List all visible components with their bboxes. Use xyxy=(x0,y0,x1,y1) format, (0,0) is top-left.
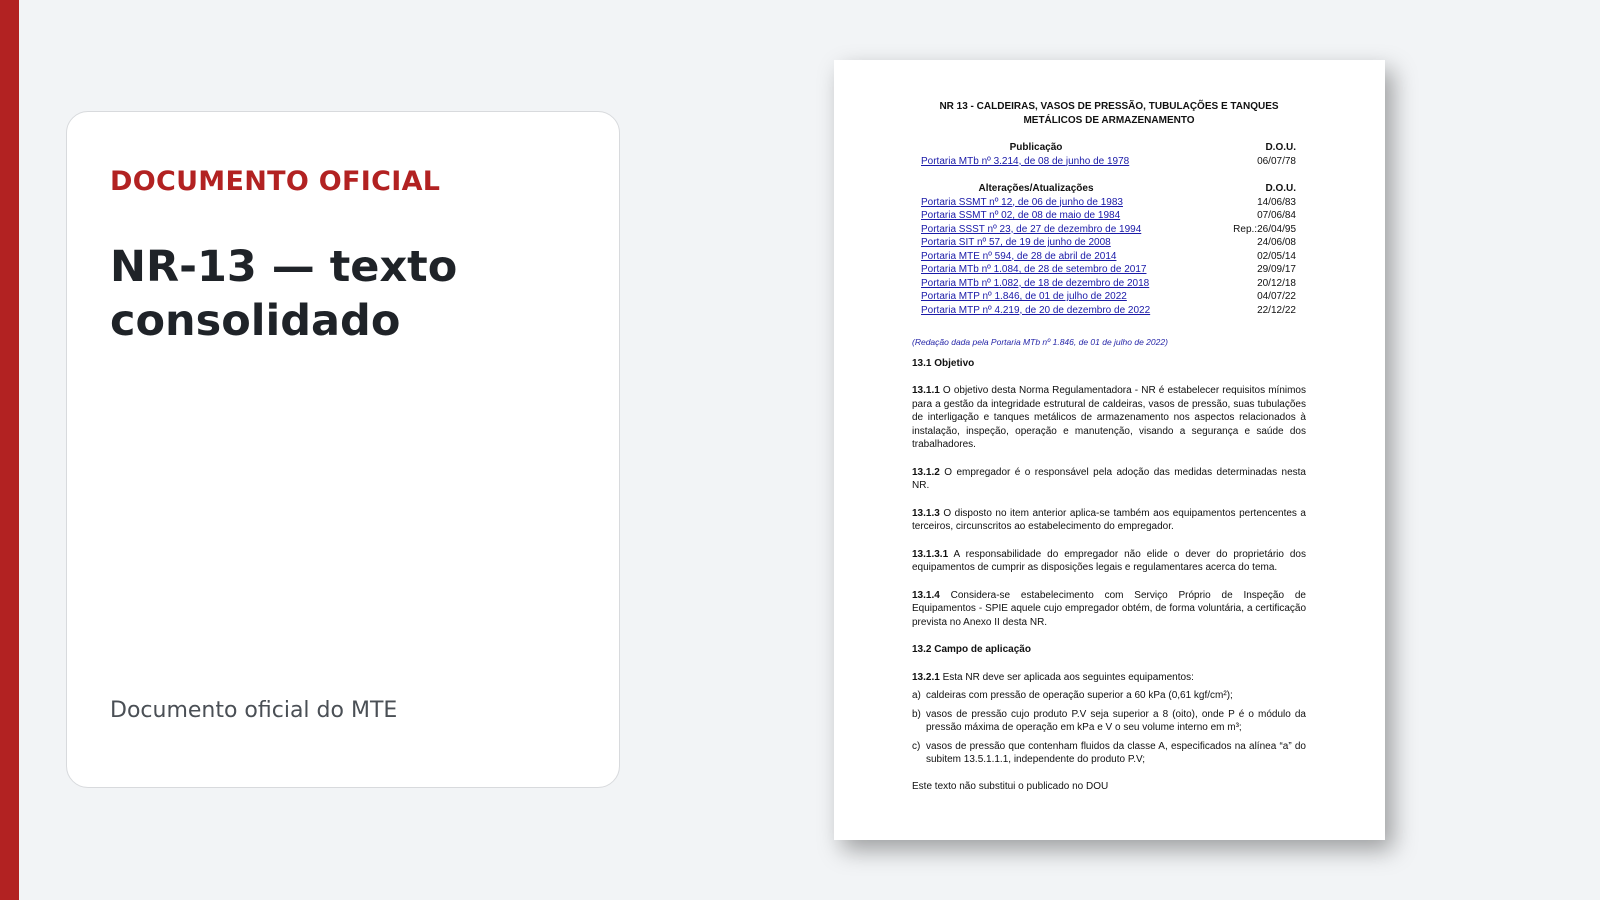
document-body xyxy=(912,100,1306,767)
paragraph-number: 13.1.3.1 xyxy=(912,548,949,560)
paragraph-text: Considera-se estabelecimento com Serviço Próprio de Inspeção de Equipamentos - SPIE aquele cujo empregador obtém, de forma voluntária, a certificação prevista no Anexo II desta NR. xyxy=(912,589,1306,628)
amendment-link[interactable]: Portaria MTb nº 1.084, de 28 de setembro de 2017 xyxy=(921,264,1147,275)
paragraph xyxy=(912,671,1306,685)
section-title: 13.2 Campo de aplicação xyxy=(912,644,1031,655)
amendment-date: 20/12/18 xyxy=(1257,277,1296,289)
amendment-date: 07/06/84 xyxy=(1257,210,1296,221)
list-marker: c) xyxy=(912,740,921,752)
amendment-date: 29/09/17 xyxy=(1257,264,1296,275)
publication-date: 06/07/78 xyxy=(1257,155,1296,167)
publication-header: Publicação xyxy=(1009,142,1063,153)
list-text: caldeiras com pressão de operação superior a 60 kPa (0,61 kgf/cm²); xyxy=(926,690,1233,701)
amendment-row xyxy=(921,250,1296,264)
paragraph-text: O disposto no item anterior aplica-se também aos equipamentos pertencentes a terceiros, circunscritos ao estabelecimento do empregador. xyxy=(912,507,1306,532)
document-page xyxy=(834,60,1385,840)
paragraph xyxy=(912,548,1306,575)
amendment-row xyxy=(921,263,1296,277)
document-footer-note: Este texto não substitui o publicado no DOU xyxy=(912,781,1109,792)
amendment-link[interactable]: Portaria MTP nº 4.219, de 20 de dezembro de 2022 xyxy=(921,304,1151,316)
amendment-link[interactable]: Portaria MTb nº 1.082, de 18 de dezembro de 2018 xyxy=(921,277,1150,289)
dou-header: D.O.U. xyxy=(1265,183,1296,194)
amendment-date: 22/12/22 xyxy=(1257,304,1296,316)
paragraph xyxy=(912,507,1306,534)
card-eyebrow: DOCUMENTO OFICIAL xyxy=(110,166,441,197)
publication-row xyxy=(921,155,1296,169)
paragraph-number: 13.1.1 xyxy=(912,385,940,396)
publication-table xyxy=(921,141,1296,317)
paragraph-number: 13.1.4 xyxy=(912,589,940,601)
amendment-date: Rep.:26/04/95 xyxy=(1233,223,1296,235)
paragraph xyxy=(912,589,1306,630)
amendment-date: 02/05/14 xyxy=(1257,250,1296,262)
list-item xyxy=(912,689,1306,703)
paragraph-text: A responsabilidade do empregador não elide o dever do proprietário dos equipamentos de cumprir as disposições legais e regulamentares acerca do tema. xyxy=(912,548,1306,573)
amendment-link[interactable]: Portaria SSST nº 23, de 27 de dezembro de 1994 xyxy=(921,223,1142,235)
amendment-row xyxy=(921,209,1296,223)
amendment-row xyxy=(921,236,1296,250)
paragraph-text: O empregador é o responsável pela adoção das medidas determinadas nesta NR. xyxy=(912,466,1306,491)
paragraph-text: Esta NR deve ser aplicada aos seguintes equipamentos: xyxy=(939,671,1194,683)
amendment-link[interactable]: Portaria MTE nº 594, de 28 de abril de 2014 xyxy=(921,250,1117,262)
amendment-row xyxy=(921,304,1296,318)
publication-header-row xyxy=(921,141,1296,155)
paragraph xyxy=(912,384,1306,452)
amendment-row xyxy=(921,290,1296,304)
amendment-link[interactable]: Portaria SSMT nº 12, de 06 de junho de 1983 xyxy=(921,196,1123,208)
paragraph-number: 13.1.2 xyxy=(912,466,940,478)
amendments-header-row xyxy=(921,182,1296,196)
list-marker: a) xyxy=(912,690,921,701)
list-text: vasos de pressão cujo produto P.V seja superior a 8 (oito), onde P é o módulo da pressão máxima de operação em kPa e V o seu volume interno em m³; xyxy=(926,708,1306,733)
section-title: 13.1 Objetivo xyxy=(912,357,975,369)
list-item xyxy=(912,708,1306,735)
list-marker: b) xyxy=(912,708,921,720)
amendments-header: Alterações/Atualizações xyxy=(978,183,1094,194)
amendment-row xyxy=(921,277,1296,291)
item-list xyxy=(912,689,1306,767)
amendment-date: 14/06/83 xyxy=(1257,196,1296,208)
info-card xyxy=(66,111,620,788)
paragraph-text: O objetivo desta Norma Regulamentadora - NR é estabelecer requisitos mínimos para a gestão da integridade estrutural de caldeiras, vasos de pressão, suas tubulações de interligação e tanques metálicos de armazenamento nos aspectos relacionados à instalação, inspeção, operação e manutenção, visando a segurança e saúde dos trabalhadores. xyxy=(912,385,1306,450)
dou-header: D.O.U. xyxy=(1265,142,1296,153)
amendment-link[interactable]: Portaria MTP nº 1.846, de 01 de julho de 2022 xyxy=(921,291,1127,302)
amendment-date: 24/06/08 xyxy=(1257,237,1296,248)
paragraph-list xyxy=(912,370,1306,629)
amendment-link[interactable]: Portaria SIT nº 57, de 19 de junho de 2008 xyxy=(921,237,1111,248)
amendment-note: (Redação dada pela Portaria MTb nº 1.846, de 01 de julho de 2022) xyxy=(912,337,1168,347)
card-title: NR-13 — texto consolidado xyxy=(110,242,458,346)
amendment-row xyxy=(921,196,1296,210)
list-item xyxy=(912,740,1306,767)
amendment-row xyxy=(921,223,1296,237)
paragraph-number: 13.2.1 xyxy=(912,671,940,683)
paragraph-number: 13.1.3 xyxy=(912,507,940,519)
list-text: vasos de pressão que contenham fluidos da classe A, especificados na alínea “a” do subitem 13.5.1.1.1, independente do produto P.V; xyxy=(926,740,1306,765)
amendment-date: 04/07/22 xyxy=(1257,291,1296,302)
publication-link[interactable]: Portaria MTb nº 3.214, de 08 de junho de 1978 xyxy=(921,155,1130,167)
card-footer: Documento oficial do MTE xyxy=(110,698,398,723)
paragraph xyxy=(912,466,1306,493)
accent-bar xyxy=(0,0,19,900)
document-heading: NR 13 - CALDEIRAS, VASOS DE PRESSÃO, TUBULAÇÕES E TANQUES METÁLICOS DE ARMAZENAMENTO xyxy=(939,101,1279,126)
amendments-list xyxy=(921,196,1296,318)
amendment-link[interactable]: Portaria SSMT nº 02, de 08 de maio de 1984 xyxy=(921,210,1121,221)
